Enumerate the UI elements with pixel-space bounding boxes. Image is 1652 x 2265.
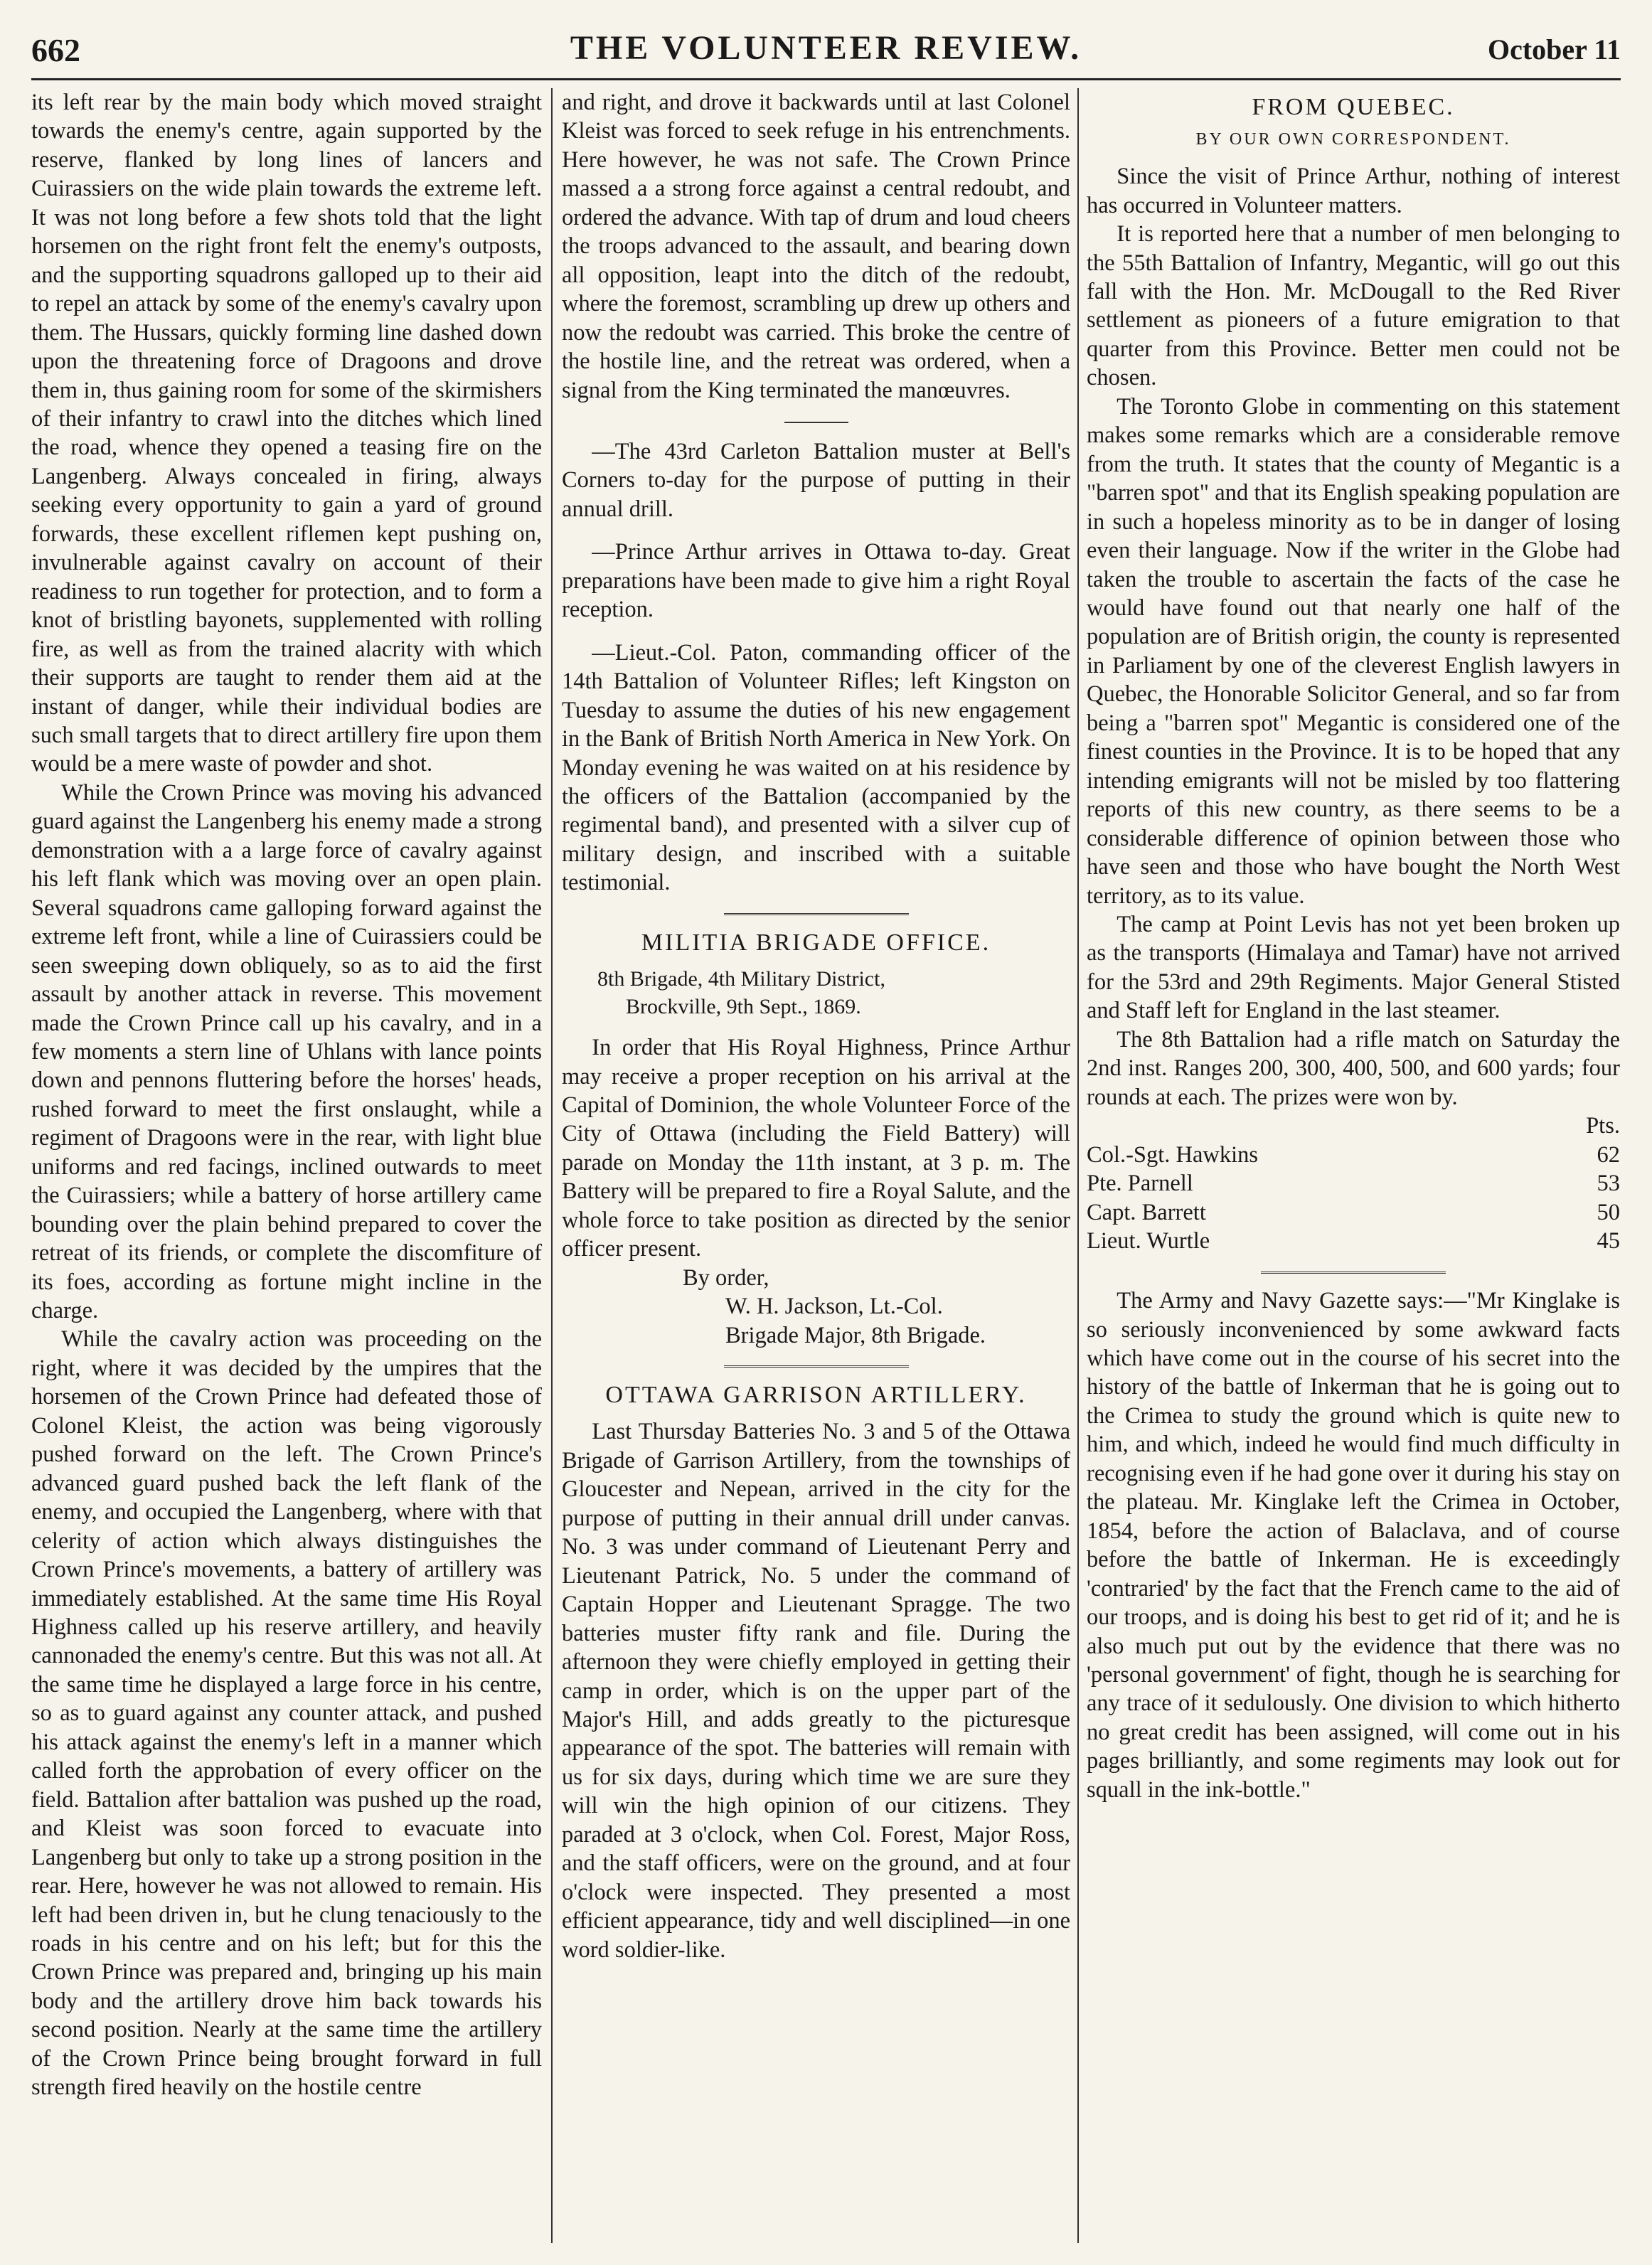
competitor-name: Pte. Parnell [1087,1171,1193,1197]
results-header: Pts. [1586,1113,1620,1139]
article-paragraph: The Toronto Globe in commenting on this statement makes some remarks which are a considerable remove from the truth. It states that the county of Megantic is a "barren spot" and that its English speaking population are in such a hopeless minority as to be in danger of losing even their language. Now if the writer in the Globe had taken the trouble to ascertain the facts of the case he would have found out that nearly one half of the population are of British origin, the county is represented in Parliament by one of the cleverest English lawyers in Quebec, the Honorable Solicitor General, and so far from being a "barren spot" Megantic is considered one of the finest counties in the Province. It is to be hoped that any intending emigrants will not be misled by too flattering reports of this new country, as there seems to be a considerable difference of opinion between those who have seen and those who have bought the North West territory, as to its value. [1087,393,1620,909]
column-divider [551,88,553,2243]
dateline [597,965,1070,1020]
article-paragraph: While the cavalry action was proceeding on the right, where it was decided by the umpires that the horsemen of the Crown Prince had defeated those of Colonel Kleist, the action was being vigorously pushed forward on the left. The Crown Prince's advanced guard pushed back the left flank of the enemy, and occupied the Langenberg, where with that celerity of action which always distinguishes the Crown Prince's movements, a battery of artillery was immediately established. At the same time His Royal Highness called up his reserve artillery, and heavily cannonaded the enemy's centre. But this was not all. At the same time he displayed a large force in his centre, so as to guard against any counter attack, and pushed his attack against the enemy's left in a manner which called forth the approbation of every officer on the field. Battalion after battalion was pushed up the road, and Kleist was soon forced to evacuate into Langenberg but only to take up a strong position in the rear. Here, however he was not allowed to remain. His left had been driven in, but he clung tenaciously to the roads in his centre and on his left; but for this the Crown Prince was prepared and, bringing up his main body and the artillery drove him back towards his second position. Nearly at the same time the artillery of the Crown Prince being brought forward in full strength fired heavily on the hostile centre [31,1326,542,2101]
militia-heading: MILITIA BRIGADE OFFICE. [641,929,991,956]
competitor-points: 53 [1597,1171,1620,1197]
table-row [1087,1141,1620,1170]
news-item: —Lieut.-Col. Paton, commanding officer of the 14th Battalion of Volunteer Rifles; left Kingston on Tuesday to assume the duties of his new engagement in the Bank of British North America in New York. On Monday evening he was waited on at his residence by the officers of the Battalion (accompanied by the regimental band), and presented with a silver cup of military design, and inscribed with a suitable testimonial. [562,639,1070,896]
competitor-points: 50 [1597,1199,1620,1225]
table-row [1087,1169,1620,1198]
competitor-points: 45 [1597,1228,1620,1254]
article-paragraph: and right, and drove it backwards until at last Colonel Kleist was forced to seek refuge in his entrenchments. Here however, he was not safe. The Crown Prince massed a a strong force against a central redoubt, and ordered the advance. With tap of drum and loud cheers the troops advanced to the assault, and bearing down all opposition, leapt into the ditch of the redoubt, where the foremost, scrambling up drew up others and now the redoubt was carried. This broke the centre of the hostile line, and the retreat was ordered, when a signal from the King terminated the manœuvres. [562,90,1070,403]
publication-title: THE VOLUNTEER REVIEW. [570,29,1082,67]
competitor-points: 62 [1597,1141,1620,1168]
article-paragraph: It is reported here that a number of men belonging to the 55th Battalion of Infantry, Megantic, will go out this fall with the Hon. Mr. McDougall to the Red River settlement as pioneers of a future emigration to that quarter from this Province. Better men could not be chosen. [1087,221,1620,391]
news-item: —Prince Arthur arrives in Ottawa to-day. Great preparations have been made to give him a right Royal reception. [562,539,1070,623]
column-1 [31,88,542,2243]
masthead [31,26,1621,75]
header-rule [31,78,1621,80]
article-paragraph: its left rear by the main body which moved straight towards the enemy's centre, again supported by the reserve, flanked by long lines of lancers and Cuirassiers on the wide plain towards the extreme left. It was not long before a few shots told that the light horsemen on the right front felt the enemy's outposts, and the supporting squadrons galloped up to their aid to repel an attack by some of the enemy's cavalry upon them. The Hussars, quickly forming line dashed down upon the threatening force of Dragoons and drove them in, thus gaining room for some of the skirmishers of their infantry to crawl into the ditches which lined the road, whence they opened a teasing fire on the Langenberg. Always concealed in firing, always seeking every opportunity to gain a yard of ground forwards, these excellent riflemen kept pushing on, invulnerable against cavalry on account of their readiness to run together for protection, and to form a knot of bristling bayonets, supplemented with rolling fire, as well as from the trained alacrity with which their supports are taught to render them aid at the instant of danger, while their individual bodies are such small targets that to direct artillery fire upon them would be a mere waste of powder and shot. [31,90,542,777]
rifle-match-results [1087,1112,1620,1256]
article-paragraph: The Army and Navy Gazette says:—"Mr Kinglake is so seriously inconvenienced by some awkward facts which have come out in the course of his secret into the history of the battle of Inkerman that he is going out to the Crimea to study the ground which is quite new to him, and which, indeed he would find much difficulty in recognising even if he had gone over it during his stay on the plateau. Mr. Kinglake left the Crimea in October, 1854, before the action of Balaclava, and of course before the battle of Inkerman. He is exceedingly 'contraried' by the fact that the French came to the aid of our troops, and is doing his best to get rid of it; and he is also much put out by the evidence that there was no 'personal government' of fight, though he is searching for any trace of it sedulously. One division to which hitherto no great credit has been assigned, will come out in his pages brilliantly, and some regiments may look out for squall in the ink-bottle." [1087,1288,1620,1803]
column-3 [1087,88,1620,2243]
dateline-line: 8th Brigade, 4th Military District, [597,967,885,991]
column-2 [562,88,1070,2243]
quebec-heading: FROM QUEBEC. [1252,94,1455,120]
signer-title: Brigade Major, 8th Brigade. [725,1322,986,1348]
issue-date: October 11 [1487,33,1621,65]
article-paragraph: The camp at Point Levis has not yet been broken up as the transports (Himalaya and Tamar) have not arrived for the 53rd and 29th Regiments. Major General Stisted and Staff left for England in the last steamer. [1087,911,1620,1024]
article-paragraph: Since the visit of Prince Arthur, nothing of interest has occurred in Volunteer matters. [1087,164,1620,218]
by-order: By order, [683,1264,769,1291]
dateline-line: Brockville, 9th Sept., 1869. [626,995,861,1019]
section-rule [724,913,909,915]
competitor-name: Capt. Barrett [1087,1199,1206,1225]
news-item: —The 43rd Carleton Battalion muster at Bell's Corners to-day for the purpose of putting in their annual drill. [562,438,1070,522]
article-paragraph: In order that His Royal Highness, Prince Arthur may receive a proper reception on his arrival at the Capital of Dominion, the whole Volunteer Force of the City of Ottawa (including the Field Battery) will parade on Monday the 11th instant, at 3 p. m. The Battery will be prepared to fire a Royal Salute, and the whole force to take position as directed by the senior officer present. [562,1035,1070,1262]
signer-name: W. H. Jackson, Lt.-Col. [725,1294,943,1320]
section-rule [784,422,848,423]
column-divider [1077,88,1079,2243]
article-paragraph: Last Thursday Batteries No. 3 and 5 of the Ottawa Brigade of Garrison Artillery, from the townships of Gloucester and Nepean, arrived in the city for the purpose of putting in their annual drill under canvas. No. 3 was under command of Lieutenant Perry and Lieutenant Patrick, No. 5 under the command of Captain Hopper and Lieutenant Spragge. The two batteries muster fifty rank and file. During the afternoon they were chiefly employed in getting their camp in order, which is on the upper part of the Major's Hill, and adds greatly to the picturesque appearance of the spot. The batteries will remain with us for six days, during which time we are sure they will win the high opinion of our citizens. They paraded at 3 o'clock, when Col. Forest, Major Ross, and the staff officers, were on the ground, and at four o'clock were inspected. They presented a most efficient appearance, tidy and well disciplined—in one word soldier-like. [562,1419,1070,1963]
table-row [1087,1198,1620,1227]
page-number: 662 [31,32,80,68]
competitor-name: Col.-Sgt. Hawkins [1087,1141,1259,1168]
article-paragraph: While the Crown Prince was moving his advanced guard against the Langenberg his enemy made a strong demonstration with a a large force of cavalry against his left flank which was moving over an open plain. Several squadrons came galloping forward against the extreme left front, while a line of Cuirassiers could be seen sweeping down obliquely, so as to aid the first assault by another attack in reverse. This movement made the Crown Prince call up his cavalry, and in a few moments a stern line of Uhlans with lance points down and pennons fluttering before the horses' heads, rushed forward to meet the first onslaught, while a regiment of Dragoons were in the rear, with light blue uniforms and red facings, inclined outwards to meet the Cuirassiers; while a battery of horse artillery came bounding over the plain behind prepared to cover the retreat of its friends, or complete the discomfiture of its foes, according as fortune might incline in the charge. [31,779,542,1324]
article-paragraph: The 8th Battalion had a rifle match on Saturday the 2nd inst. Ranges 200, 300, 400, 500, and 600 yards; four rounds at each. The prizes were won by. [1087,1026,1620,1110]
competitor-name: Lieut. Wurtle [1087,1228,1210,1254]
section-rule [724,1365,909,1368]
table-row [1087,1227,1620,1256]
section-rule [1261,1272,1446,1274]
artillery-heading: OTTAWA GARRISON ARTILLERY. [605,1382,1027,1409]
byline: BY OUR OWN CORRESPONDENT. [1195,130,1511,149]
